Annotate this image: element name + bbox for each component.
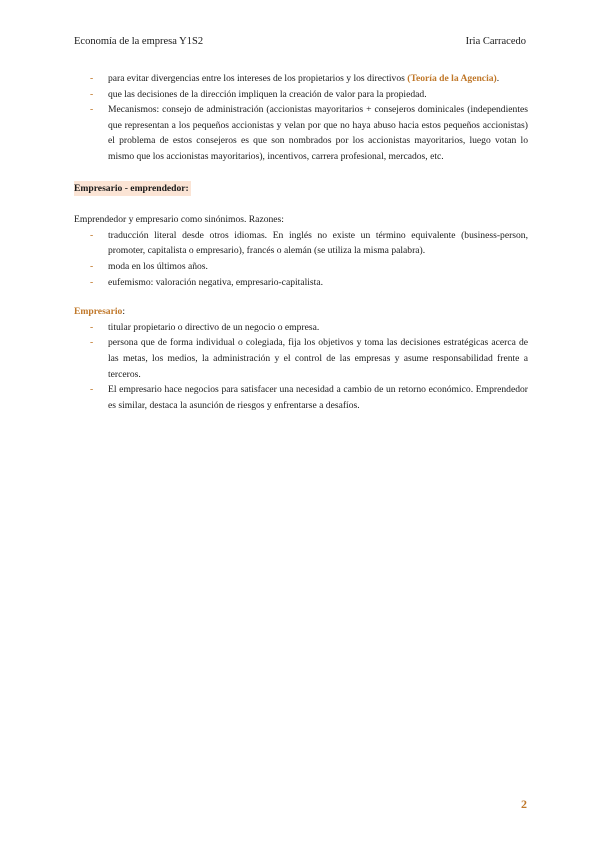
list-item-text: moda en los últimos años. xyxy=(108,260,208,272)
reasons-list xyxy=(74,228,528,290)
list-item xyxy=(90,87,528,103)
header-author: Iria Carracedo xyxy=(465,36,526,47)
dash-bullet: - xyxy=(90,73,94,84)
orange-heading: Empresario xyxy=(74,306,123,318)
list-item-text: traducción literal desde otros idiomas. En inglés no existe un término equivalente (business-person, promoter, capitalista o empresario), francés o alemán (se utiliza la misma palabra). xyxy=(108,229,528,257)
dash-bullet: - xyxy=(90,337,94,349)
dash-bullet: - xyxy=(90,229,94,241)
page-content xyxy=(74,71,528,413)
section-heading-empresario-emprendedor xyxy=(74,181,528,197)
highlighted-heading: Empresario - emprendedor: xyxy=(74,181,191,197)
list-item-text: El empresario hace negocios para satisfacer una necesidad a cambio de un retorno económico. Emprendedor es similar, destaca la asunción de riesgos y enfrentarse a desafíos. xyxy=(108,384,528,411)
dash-bullet: - xyxy=(90,260,94,272)
list-item-text: titular propietario o directivo de un negocio o empresa. xyxy=(108,321,320,333)
dash-bullet: - xyxy=(90,384,94,396)
list-item-text: persona que de forma individual o colegiada, fija los objetivos y toma las decisiones estratégicas acerca de las metas, los medios, la administración y el control de las empresas y asume responsabilidad frente a terceros. xyxy=(108,337,528,380)
list-item xyxy=(90,259,528,275)
dash-bullet: - xyxy=(90,276,94,288)
header-course-title: Economía de la empresa Y1S2 xyxy=(74,36,204,47)
heading-colon: : xyxy=(122,306,125,318)
list-item-text: para evitar divergencias entre los intereses de los propietarios y los directivos xyxy=(108,73,408,84)
page-number: 2 xyxy=(521,797,527,811)
page-header xyxy=(74,36,526,47)
dash-bullet: - xyxy=(90,321,94,333)
list-item-text: eufemismo: valoración negativa, empresario-capitalista. xyxy=(108,276,323,288)
intro-paragraph: Emprendedor y empresario como sinónimos. Razones: xyxy=(74,214,284,226)
list-item xyxy=(90,275,528,291)
dash-bullet: - xyxy=(90,88,94,100)
section-heading-empresario xyxy=(74,304,528,320)
list-item xyxy=(90,382,528,413)
list-item xyxy=(90,228,528,259)
list-item-text: que las decisiones de la dirección impliquen la creación de valor para la propiedad. xyxy=(108,88,427,100)
agency-theory-highlight: (Teoría de la Agencia) xyxy=(407,73,497,84)
dash-bullet: - xyxy=(90,104,94,116)
list-item xyxy=(90,71,528,87)
agency-list xyxy=(74,71,528,165)
list-item xyxy=(90,102,528,164)
list-item-tail: . xyxy=(496,73,500,84)
list-item xyxy=(90,320,528,336)
list-item xyxy=(90,335,528,382)
empresario-list xyxy=(74,320,528,414)
list-item-text: Mecanismos: consejo de administración (accionistas mayoritarios + consejeros dominicales (independientes que representan a los pequeños accionistas y velan por que no haya abuso hacia estos pequeños accionistas) el problema de estos consejeros es que son nombrados por los accionistas mayoritarios, luego votan lo mismo que los accionistas mayoritarios), incentivos, carrera profesional, mercados, etc. xyxy=(108,104,528,162)
